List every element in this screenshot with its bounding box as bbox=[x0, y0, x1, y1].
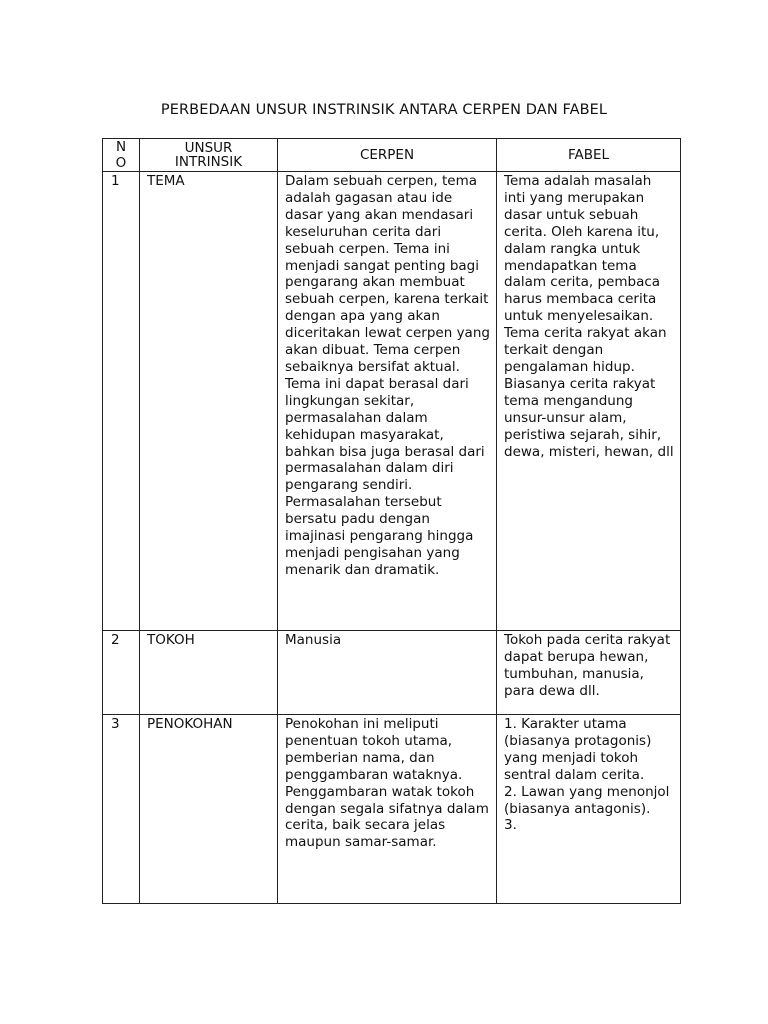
fabel-list-item: 1. Karakter utama (biasanya protagonis) yang menjadi tokoh sentral dalam cerita. bbox=[504, 716, 652, 783]
row-cerpen-text: Dalam sebuah cerpen, tema adalah gagasan atau ide dasar yang akan mendasari keseluruhan cerita dari sebuah cerpen. Tema ini menjadi sangat penting bagi pengarang akan membuat sebuah cerpen, karena terkait dengan apa yang akan diceritakan lewat cerpen yang akan dibuat. Tema cerpen sebaiknya bersifat aktual. Tema ini dapat berasal dari lingkungan sekitar, permasalahan dalam kehidupan masyarakat, bahkan bisa juga berasal dari permasalahan dalam diri pengarang sendiri. Permasalahan tersebut bersatu padu dengan imajinasi pengarang hingga menjadi pengisahan yang menarik dan dramatik. bbox=[278, 172, 497, 631]
header-fabel: FABEL bbox=[497, 139, 681, 172]
header-no bbox=[103, 139, 140, 172]
row-fabel-text: Tokoh pada cerita rakyat dapat berupa hewan, tumbuhan, manusia, para dewa dll. bbox=[497, 631, 681, 715]
table-row bbox=[103, 631, 681, 715]
table-row bbox=[103, 172, 681, 631]
row-unsur: TOKOH bbox=[140, 631, 278, 715]
comparison-table bbox=[102, 138, 681, 904]
header-cerpen: CERPEN bbox=[278, 139, 497, 172]
row-fabel-list bbox=[497, 715, 681, 904]
header-unsur-intrinsik bbox=[140, 139, 278, 172]
row-number: 2 bbox=[103, 631, 140, 715]
row-number: 3 bbox=[103, 715, 140, 904]
header-unsur-line2: INTRINSIK bbox=[174, 154, 243, 170]
row-fabel-text: Tema adalah masalah inti yang merupakan dasar untuk sebuah cerita. Oleh karena itu, dalam rangka untuk mendapatkan tema dalam cerita, pembaca harus membaca cerita untuk menyelesaikan. Tema cerita rakyat akan terkait dengan pengalaman hidup. Biasanya cerita rakyat tema mengandung unsur-unsur alam, peristiwa sejarah, sihir, dewa, misteri, hewan, dll bbox=[497, 172, 681, 631]
row-number: 1 bbox=[103, 172, 140, 631]
row-cerpen-text: Penokohan ini meliputi penentuan tokoh utama, pemberian nama, dan penggambaran wataknya. Penggambaran watak tokoh dengan segala sifatnya dalam cerita, baik secara jelas maupun samar-samar. bbox=[278, 715, 497, 904]
fabel-list-item: 3. bbox=[504, 817, 517, 834]
row-unsur: TEMA bbox=[140, 172, 278, 631]
header-unsur-line1: UNSUR bbox=[184, 140, 233, 156]
row-cerpen-text: Manusia bbox=[278, 631, 497, 715]
document-title: PERBEDAAN UNSUR INSTRINSIK ANTARA CERPEN DAN FABEL bbox=[160, 102, 608, 118]
header-no-line2: O bbox=[115, 155, 127, 171]
row-unsur: PENOKOHAN bbox=[140, 715, 278, 904]
header-no-line1: N bbox=[115, 139, 127, 155]
table-row bbox=[103, 715, 681, 904]
fabel-list-item: 2. Lawan yang menonjol (biasanya antagonis). bbox=[504, 783, 670, 817]
table-header-row bbox=[103, 139, 681, 172]
